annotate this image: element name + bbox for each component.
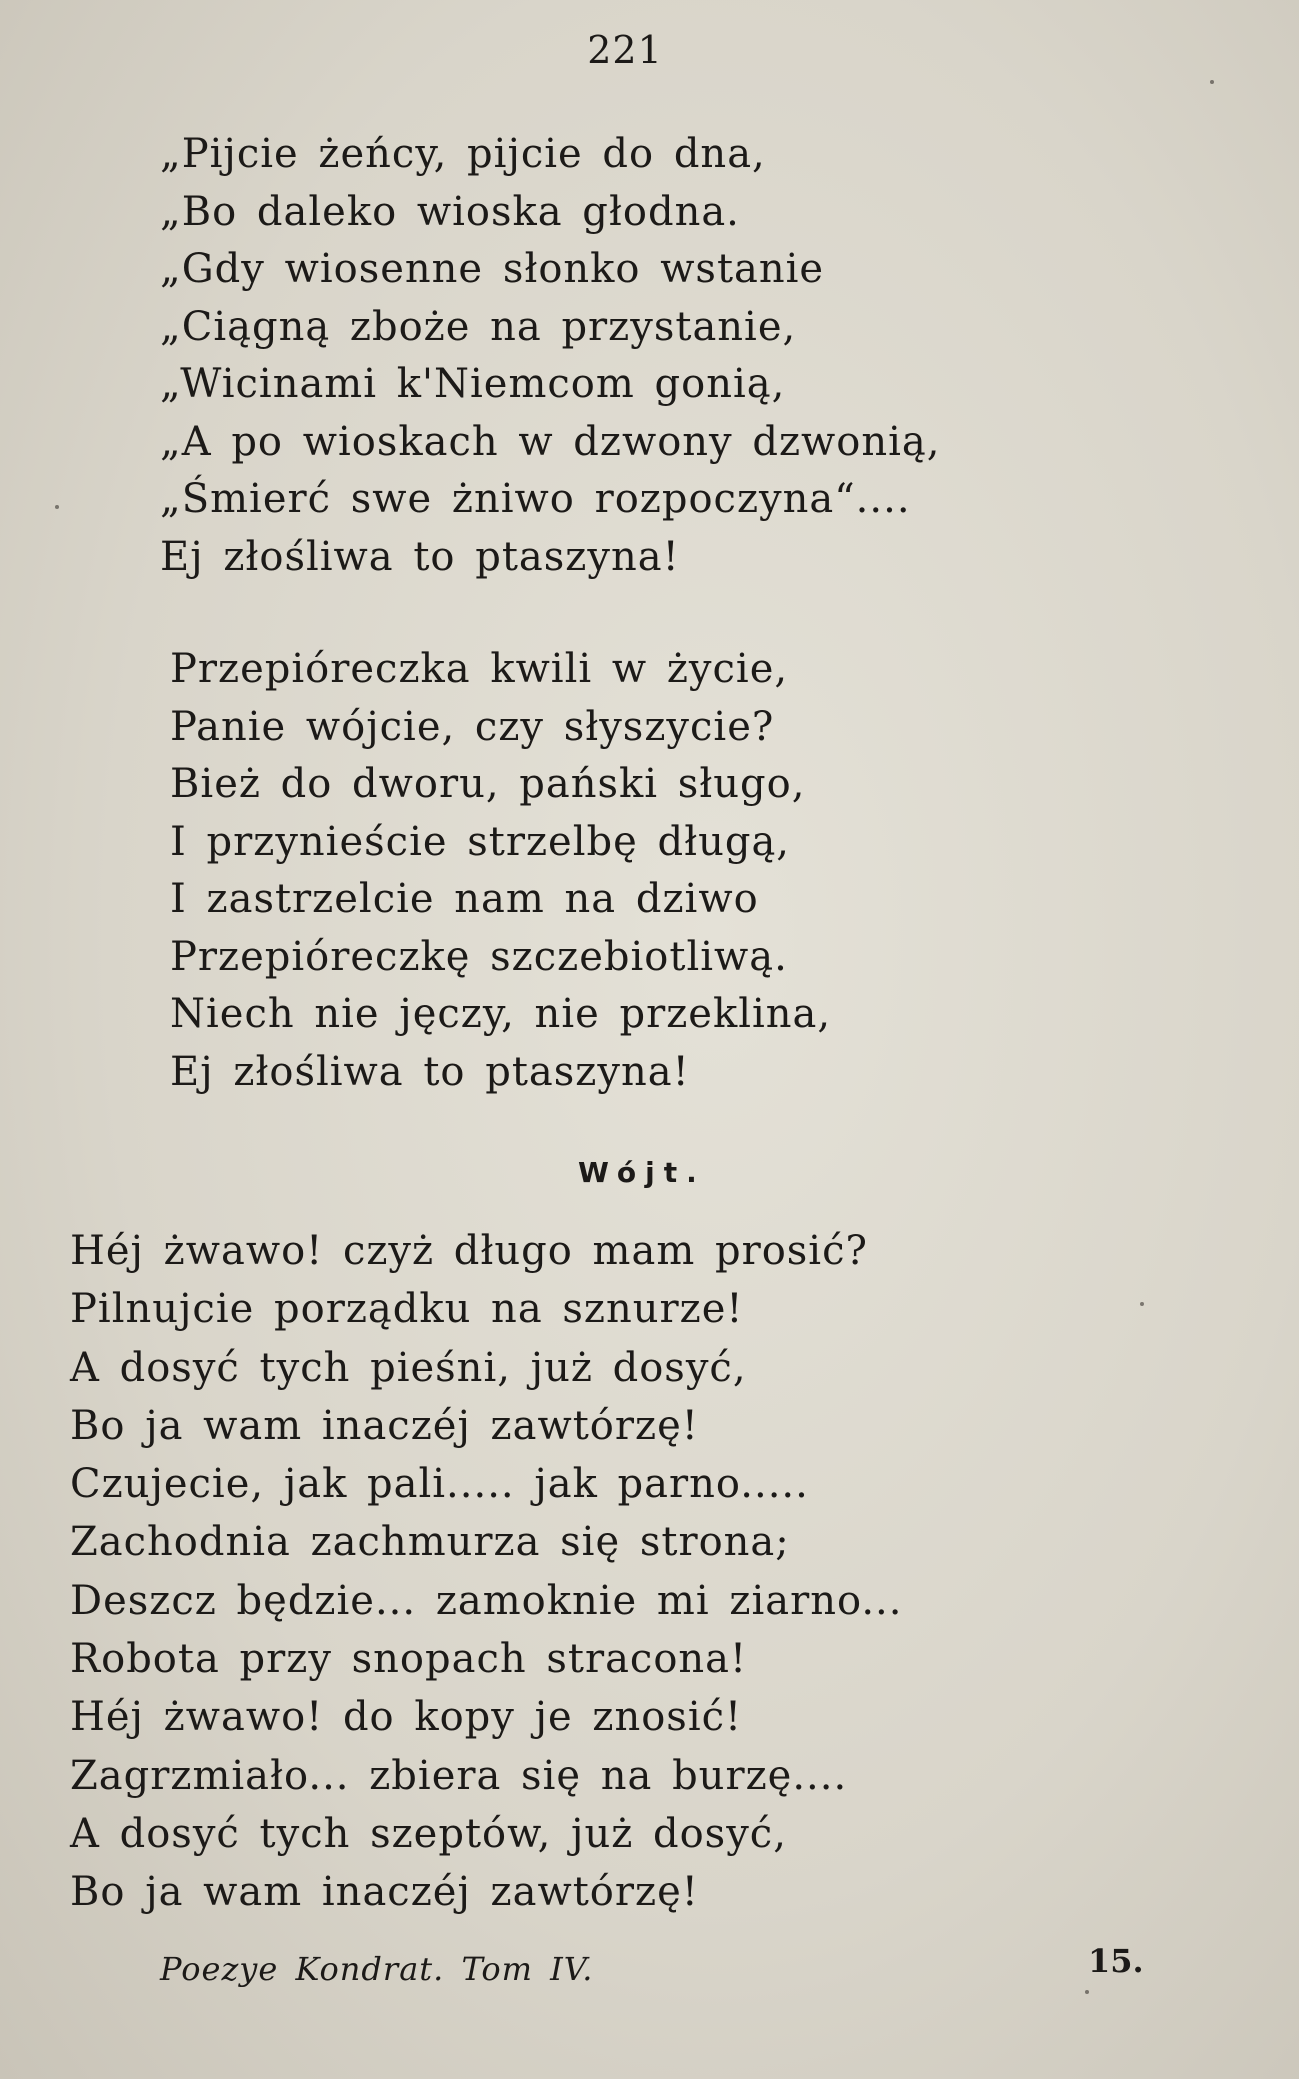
paper-speck [55,505,59,509]
verse-line: „A po wioskach w dzwony dzwonią, [160,418,941,465]
signature-mark: 15. [1088,1942,1144,1980]
paper-speck [1140,1302,1144,1306]
paper-speck [1210,80,1214,84]
verse-line: A dosyć tych pieśni, już dosyć, [70,1344,747,1391]
speaker-heading: Wójt. [578,1156,706,1189]
verse-line: Ej złośliwa to ptaszyna! [160,533,680,580]
verse-line: Przepióreczkę szczebiotliwą. [170,933,788,980]
verse-line: Bo ja wam inaczéj zawtórzę! [70,1869,699,1916]
footer-title: Poezye Kondrat. Tom IV. [160,1950,594,1988]
verse-line: Niech nie jęczy, nie przeklina, [170,991,832,1037]
verse-line: Robota przy snopach stracona! [70,1636,748,1683]
stanza-1 [160,126,940,586]
verse-line: Ej złośliwa to ptaszyna! [170,1048,690,1095]
verse-line: Deszcz będzie... zamoknie mi ziarno... [70,1577,903,1624]
verse-line: I przynieście strzelbę długą, [170,818,791,865]
verse-line: Czujecie, jak pali..... jak parno..... [70,1461,809,1508]
verse-line: „Pijcie żeńcy, pijcie do dna, [160,131,766,177]
stanza-2 [170,641,831,1101]
page-number: 221 [587,28,663,72]
verse-line: Héj żwawo! do kopy je znosić! [70,1694,743,1741]
speaker-stanza [70,1222,903,1922]
verse-line: „Gdy wiosenne słonko wstanie [160,246,825,292]
verse-line: „Bo daleko wioska głodna. [160,188,740,235]
verse-line: Pilnujcie porządku na sznurze! [70,1286,744,1333]
verse-line: Bo ja wam inaczéj zawtórzę! [70,1402,699,1449]
verse-line: „Wicinami k'Niemcom gonią, [160,361,786,407]
verse-line: Héj żwawo! czyż długo mam prosić? [70,1228,868,1274]
verse-line: Zagrzmiało... zbiera się na burzę.... [70,1752,848,1799]
verse-line: „Ciągną zboże na przystanie, [160,303,797,350]
verse-line: Bież do dworu, pański sługo, [170,761,806,807]
verse-line: I zastrzelcie nam na dziwo [170,876,759,922]
paper-speck [1085,1990,1089,1994]
verse-line: Zachodnia zachmurza się strona; [70,1519,790,1566]
verse-line: Przepióreczka kwili w życie, [170,646,789,692]
verse-line: Panie wójcie, czy słyszycie? [170,703,775,750]
verse-line: A dosyć tych szeptów, już dosyć, [70,1810,787,1857]
verse-line: „Śmierć swe żniwo rozpoczyna“.... [160,476,911,522]
